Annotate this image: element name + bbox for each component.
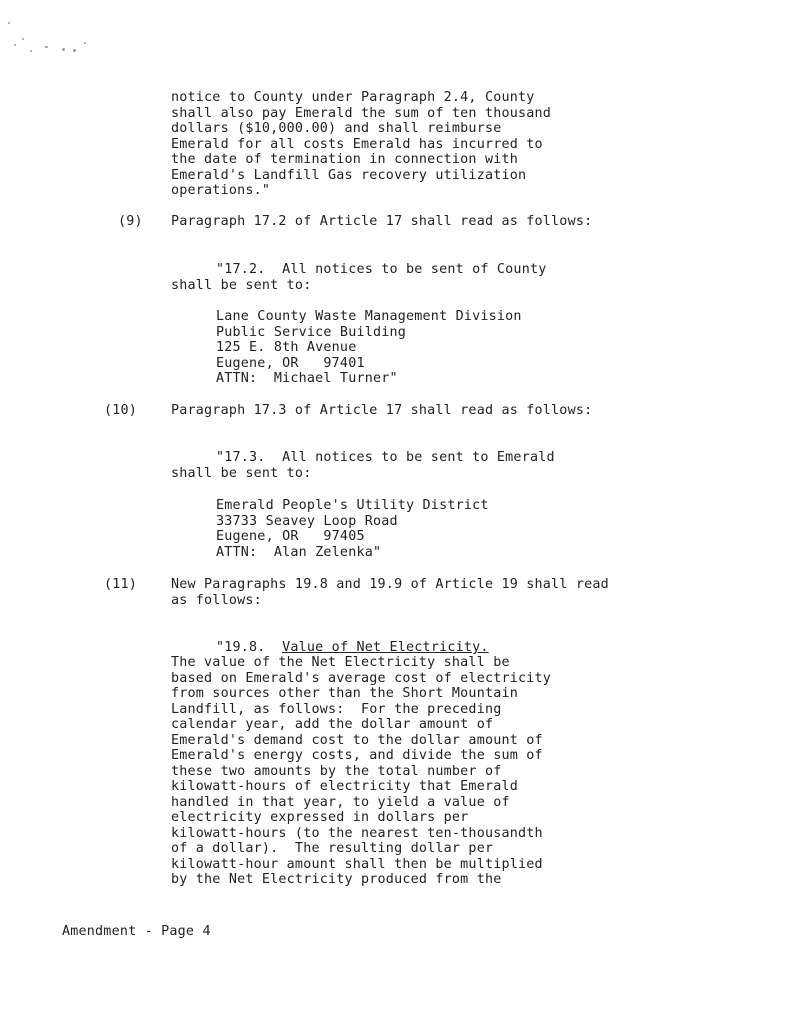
- text-line: Emerald for all costs Emerald has incurred to: [171, 137, 543, 152]
- address-line: Public Service Building: [216, 325, 407, 340]
- section-heading: [216, 640, 489, 656]
- address-line: Emerald People's Utility District: [216, 498, 489, 513]
- text-line: the date of termination in connection with: [171, 152, 518, 167]
- body-line: by the Net Electricity produced from the: [171, 872, 502, 887]
- body-line: from sources other than the Short Mountain: [171, 686, 518, 701]
- body-line: kilowatt-hour amount shall then be multiplied: [171, 857, 543, 872]
- address-line: Eugene, OR 97405: [216, 529, 365, 544]
- address-line: ATTN: Michael Turner": [216, 371, 398, 386]
- text-line: operations.": [171, 183, 271, 198]
- body-line: kilowatt-hours (to the nearest ten-thousandth: [171, 826, 543, 841]
- body-line: electricity expressed in dollars per: [171, 810, 469, 825]
- address-line: Eugene, OR 97401: [216, 356, 365, 371]
- body-line: handled in that year, to yield a value of: [171, 795, 510, 810]
- section-number: "19.8.: [216, 640, 266, 655]
- body-line: Emerald's demand cost to the dollar amount of: [171, 733, 543, 748]
- quote-line: "17.3. All notices to be sent to Emerald: [216, 450, 555, 465]
- address-line: 33733 Seavey Loop Road: [216, 514, 398, 529]
- section-title: Value of Net Electricity.: [282, 640, 489, 655]
- body-line: of a dollar). The resulting dollar per: [171, 841, 494, 856]
- text-line: Emerald's Landfill Gas recovery utilization: [171, 168, 527, 183]
- text-line: shall also pay Emerald the sum of ten thousand: [171, 106, 552, 121]
- body-line: Emerald's energy costs, and divide the sum of: [171, 748, 543, 763]
- text-line: dollars ($10,000.00) and shall reimburse: [171, 121, 502, 136]
- body-line: The value of the Net Electricity shall be: [171, 655, 510, 670]
- text-line: notice to County under Paragraph 2.4, County: [171, 90, 535, 105]
- item-number: (10): [104, 403, 138, 418]
- body-line: Landfill, as follows: For the preceding: [171, 702, 502, 717]
- body-line: kilowatt-hours of electricity that Emerald: [171, 779, 518, 794]
- quote-line: "17.2. All notices to be sent of County: [216, 262, 547, 277]
- item-heading: Paragraph 17.2 of Article 17 shall read as follows:: [171, 214, 593, 229]
- body-line: these two amounts by the total number of: [171, 764, 502, 779]
- quote-line: shall be sent to:: [171, 466, 312, 481]
- address-line: ATTN: Alan Zelenka": [216, 545, 382, 560]
- address-line: Lane County Waste Management Division: [216, 309, 522, 324]
- item-heading: Paragraph 17.3 of Article 17 shall read as follows:: [171, 403, 593, 418]
- item-number: (9): [118, 214, 143, 229]
- page-footer: Amendment - Page 4: [62, 924, 211, 939]
- item-heading: New Paragraphs 19.8 and 19.9 of Article 19 shall read: [171, 577, 609, 592]
- body-line: based on Emerald's average cost of electricity: [171, 671, 552, 686]
- quote-line: shall be sent to:: [171, 278, 312, 293]
- item-number: (11): [104, 577, 138, 592]
- item-heading: as follows:: [171, 593, 262, 608]
- address-line: 125 E. 8th Avenue: [216, 340, 357, 355]
- body-line: calendar year, add the dollar amount of: [171, 717, 494, 732]
